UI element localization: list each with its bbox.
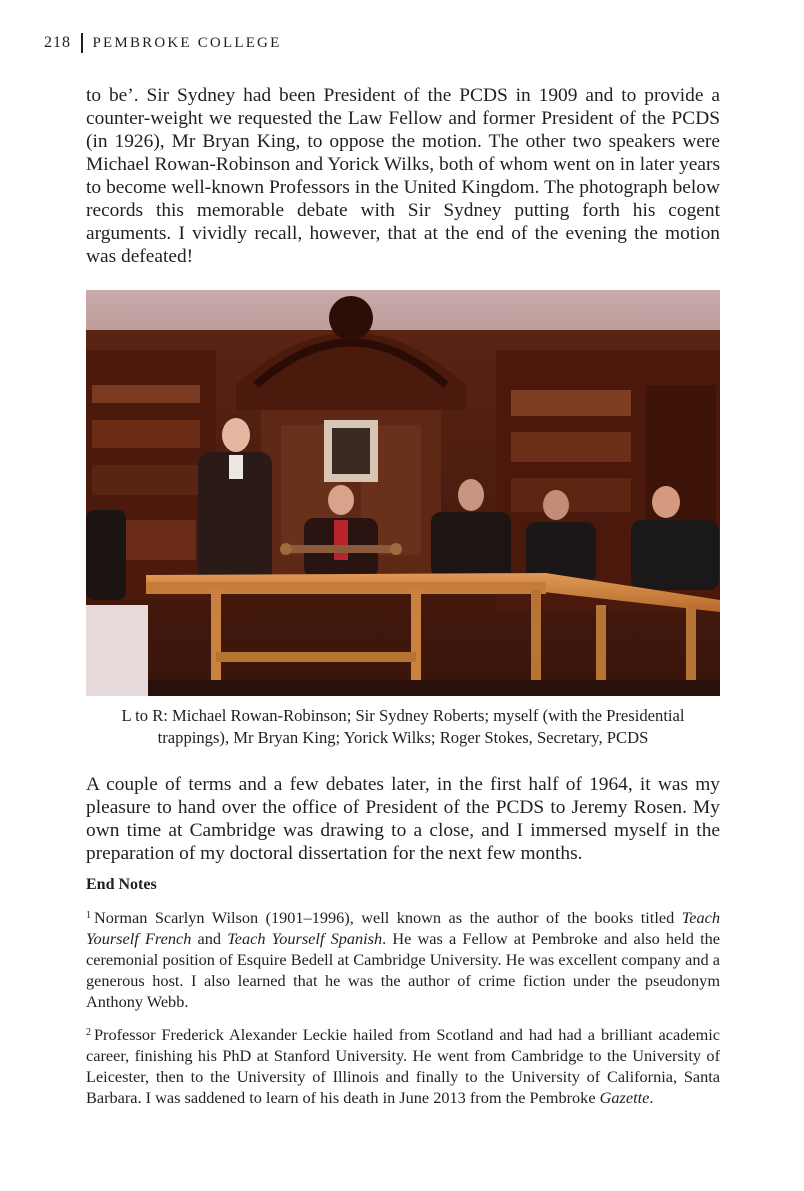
intro-paragraph: to be’. Sir Sydney had been President of the PCDS in 1909 and to provide a counter-weight we requested the Law Fellow and former President of the PCDS (in 1926), Mr Bryan King, to oppose the motion. The other two speakers were Michael Rowan-Robinson and Yorick Wilks, both of whom went on in later years to become well-known Professors in the United Kingdom. The photograph below records this memorable debate with Sir Sydney putting forth his cogent arguments. I vividly recall, however, that at the end of the evening the motion was defeated! bbox=[86, 85, 720, 267]
endnote-2 bbox=[86, 1022, 720, 1108]
running-header bbox=[44, 30, 281, 56]
endnote-1-lead: Norman Scarlyn Wilson (1901–1996), well known as the author of the books titled bbox=[94, 908, 682, 927]
endnote-2-end: . bbox=[649, 1088, 654, 1107]
debate-photograph bbox=[86, 290, 720, 696]
endnote-2-number: 2 bbox=[86, 1027, 91, 1038]
endnote-1-rest: . He was a Fellow at Pembroke and also held the ceremonial position of Esquire Bedell at Cambridge University. He was excellent company and a generous host. I also learned that he was the author of crime fiction under the pseudonym Anthony Webb. bbox=[86, 929, 720, 1011]
endnote-2-gazette: Gazette bbox=[599, 1088, 650, 1107]
body-paragraph: A couple of terms and a few debates later, in the first half of 1964, it was my pleasure to hand over the office of President of the PCDS to Jeremy Rosen. My own time at Cambridge was drawing to a close, and I immersed myself in the preparation of my doctoral dissertation for the next few months. bbox=[86, 774, 720, 864]
endnote-1-book-title-1: Teach Yourself French bbox=[86, 908, 720, 948]
endnote-1-book-title-2: Teach Yourself Spanish bbox=[227, 929, 383, 948]
page-number: 218 bbox=[44, 34, 71, 51]
endnote-2-text: Professor Frederick Alexander Leckie hailed from Scotland and had had a brilliant academic career, finishing his PhD at Stanford University. He went from Cambridge to the University of Leicester, then to the University of Illinois and finally to the University of California, Santa Barbara. I was saddened to learn of his death in June 2013 from the Pembroke bbox=[86, 1025, 720, 1107]
running-title: PEMBROKE COLLEGE bbox=[92, 34, 282, 51]
header-divider bbox=[81, 33, 83, 53]
endnote-1-and: and bbox=[191, 929, 228, 948]
endnotes-heading: End Notes bbox=[86, 876, 157, 893]
endnote-1-number: 1 bbox=[86, 910, 91, 921]
endnote-1 bbox=[86, 905, 720, 1012]
photo-caption: L to R: Michael Rowan-Robinson; Sir Sydney Roberts; myself (with the Presidential trappings), Mr Bryan King; Yorick Wilks; Roger Stokes, Secretary, PCDS bbox=[121, 706, 685, 747]
